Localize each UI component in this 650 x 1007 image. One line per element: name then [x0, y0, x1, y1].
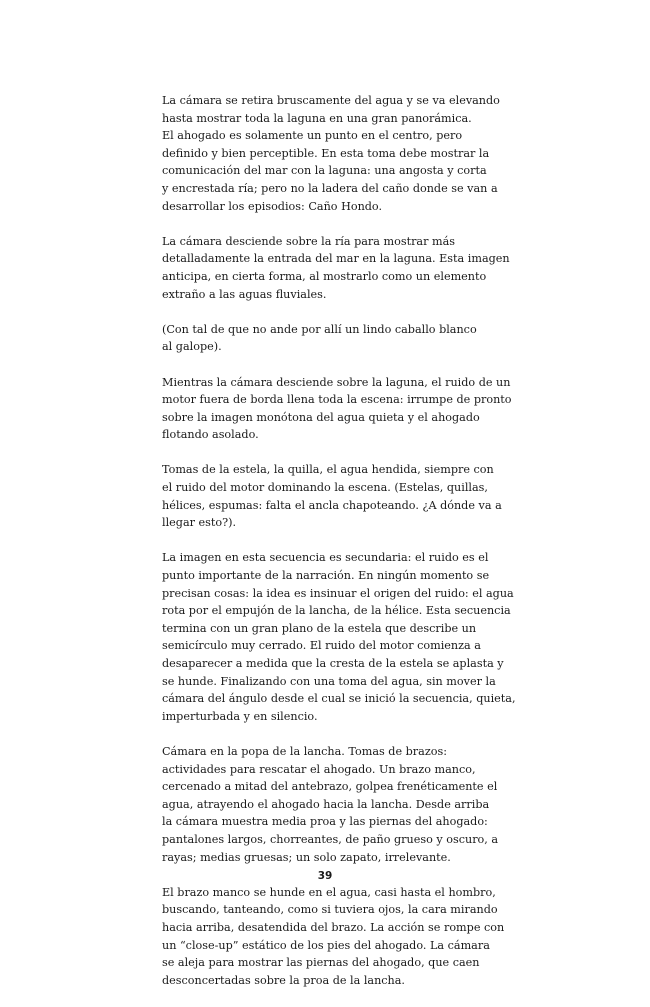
- paragraph: [162, 884, 505, 990]
- text-line: imperturbada y en silencio.: [162, 709, 318, 723]
- paragraph: [162, 743, 502, 866]
- text-line: se hunde. Finalizando con una toma del agua, sin mover la: [162, 674, 496, 688]
- text-line: desarrollar los episodios: Caño Hondo.: [162, 199, 383, 213]
- text-line: Tomas de la estela, la quilla, el agua hendida, siempre con: [162, 463, 494, 477]
- text-line: El ahogado es solamente un punto en el centro, pero: [162, 129, 463, 143]
- text-line: precisan cosas: la idea es insinuar el origen del ruido: el agua: [162, 586, 514, 600]
- page-number: 39: [317, 870, 333, 882]
- paragraph: [162, 461, 502, 531]
- paragraph: [162, 374, 512, 444]
- text-line: hacia arriba, desatendida del brazo. La acción se rompe con: [162, 920, 505, 934]
- text-line: al galope).: [162, 340, 222, 354]
- text-line: extraño a las aguas fluviales.: [162, 287, 327, 301]
- text-line: sobre la imagen monótona del agua quieta y el ahogado: [162, 410, 480, 424]
- text-line: la cámara muestra media proa y las piernas del ahogado:: [162, 815, 488, 829]
- text-line: un “close-up” estático de los pies del ahogado. La cámara: [162, 938, 490, 952]
- text-line: rota por el empujón de la lancha, de la hélice. Esta secuencia: [162, 604, 511, 618]
- text-line: se aleja para mostrar las piernas del ahogado, que caen: [162, 956, 480, 970]
- text-line: La cámara desciende sobre la ría para mostrar más: [162, 234, 456, 248]
- text-line: cercenado a mitad del antebrazo, golpea frenéticamente el: [162, 780, 498, 794]
- text-line: desconcertadas sobre la proa de la lancha.: [162, 973, 405, 987]
- text-line: actividades para rescatar el ahogado. Un brazo manco,: [162, 762, 476, 776]
- text-line: llegar esto?).: [162, 516, 237, 530]
- text-line: comunicación del mar con la laguna: una angosta y corta: [162, 164, 487, 178]
- text-line: (Con tal de que no ande por allí un lindo caballo blanco: [162, 322, 477, 336]
- text-line: hasta mostrar toda la laguna en una gran panorámica.: [162, 111, 472, 125]
- text-line: anticipa, en cierta forma, al mostrarlo como un elemento: [162, 269, 487, 283]
- paragraph: [162, 92, 502, 215]
- text-line: agua, atrayendo el ahogado hacia la lancha. Desde arriba: [162, 797, 490, 811]
- text-line: Mientras la cámara desciende sobre la laguna, el ruido de un: [162, 375, 511, 389]
- text-line: el ruido del motor dominando la escena. (Estelas, quillas,: [162, 481, 488, 495]
- paragraph: [162, 321, 502, 356]
- text-line: motor fuera de borda llena toda la escena: irrumpe de pronto: [162, 393, 512, 407]
- text-line: El brazo manco se hunde en el agua, casi hasta el hombro,: [162, 885, 496, 899]
- text-line: rayas; medias gruesas; un solo zapato, irrelevante.: [162, 850, 451, 864]
- paragraph: [162, 233, 510, 303]
- text-line: y encrestada ría; pero no la ladera del caño donde se van a: [162, 181, 498, 195]
- text-line: desaparecer a medida que la cresta de la estela se aplasta y: [162, 657, 504, 670]
- text-line: Cámara en la popa de la lancha. Tomas de brazos:: [162, 744, 447, 758]
- text-line: buscando, tanteando, como si tuviera ojos, la cara mirando: [162, 903, 498, 917]
- text-line: flotando asolado.: [162, 428, 259, 442]
- text-line: La cámara se retira bruscamente del agua y se va elevando: [162, 94, 500, 107]
- text-line: pantalones largos, chorreantes, de paño grueso y oscuro, a: [162, 832, 499, 846]
- text-line: semicírculo muy cerrado. El ruido del motor comienza a: [162, 639, 481, 653]
- text-line: cámara del ángulo desde el cual se inició la secuencia, quieta,: [162, 692, 516, 706]
- text-line: detalladamente la entrada del mar en la laguna. Esta imagen: [162, 252, 510, 266]
- text-line: hélices, espumas: falta el ancla chapoteando. ¿A dónde va a: [162, 498, 502, 512]
- text-line: punto importante de la narración. En ningún momento se: [162, 569, 490, 583]
- text-line: termina con un gran plano de la estela que describe un: [162, 621, 477, 635]
- paragraph: [162, 549, 516, 725]
- text-line: La imagen en esta secuencia es secundaria: el ruido es el: [162, 551, 489, 565]
- text-line: definido y bien perceptible. En esta toma debe mostrar la: [162, 146, 490, 160]
